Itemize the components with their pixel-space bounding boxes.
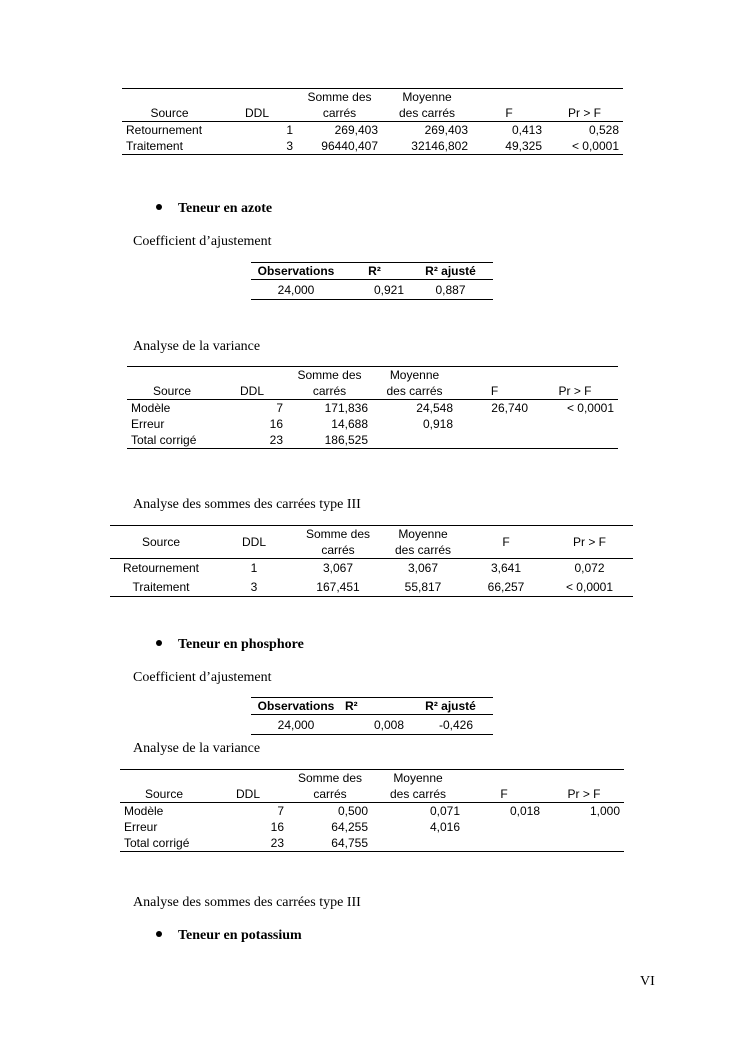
table-row: Erreur 16 64,255 4,016 <box>124 820 460 834</box>
table-row: Traitement 3 167,451 55,817 66,257 < 0,0001 <box>110 578 633 597</box>
section-title-potassium: Teneur en potassium <box>178 928 302 943</box>
header-moyenne-1: Moyenne <box>402 90 452 104</box>
header-source: Source <box>150 106 189 120</box>
bullet-azote <box>156 201 272 217</box>
table-type3-azote: Source DDL Somme des Moyenne F Pr > F carrés des carrés Retournement 1 3,067 3,067 3,641 0,072 Traitement 3 167,451 55,817 66,257 < 0,0001 <box>110 525 633 597</box>
caption-coef-phosphore: Coefficient d’ajustement <box>133 670 272 685</box>
bullet-phosphore <box>156 637 304 653</box>
page-number: VI <box>640 974 655 989</box>
caption-type3-azote: Analyse des sommes des carrées type III <box>133 497 361 512</box>
table-type3-top <box>122 88 623 155</box>
table-row: Total corrigé 23 64,755 <box>120 835 624 852</box>
section-title-azote: Teneur en azote <box>178 201 273 216</box>
bullet-icon <box>156 204 162 210</box>
header-somme-1: Somme des <box>307 90 372 104</box>
table-row: Traitement 3 96440,407 32146,802 49,325 < 0,0001 <box>122 138 623 155</box>
header-carres: carrés <box>322 106 357 120</box>
header-f: F <box>505 106 513 120</box>
table-row: Retournement 1 3,067 3,067 3,641 0,072 <box>110 559 633 578</box>
caption-coef-azote: Coefficient d’ajustement <box>133 234 272 249</box>
table-anova-phosphore: Somme des Moyenne Source DDL carrés des carrés F Pr > F Modèle 7 0,500 0,071 0,018 1,000 Erreur 16 64,255 4,016 Total corrigé 23 64,755 <box>120 769 624 852</box>
header-des-carres: des carrés <box>398 106 456 120</box>
table-anova-azote: Somme des Moyenne Source DDL carrés des carrés F Pr > F Modèle 7 171,836 24,548 26,740 < 0,0001 Erreur 16 14,688 0,918 Total corrigé 23 186,525 <box>127 366 618 449</box>
table-row: Retournement 1 269,403 269,403 0,413 0,528 <box>126 123 619 137</box>
caption-anova-azote: Analyse de la variance <box>133 339 261 354</box>
table-coef-azote: Observations R² R² ajusté 24,000 0,921 0,887 <box>251 262 493 300</box>
table-coef-phosphore: Observations R² R² ajusté 24,000 0,008 -0,426 <box>251 697 493 735</box>
bullet-icon <box>156 640 162 646</box>
header-ddl: DDL <box>244 106 269 120</box>
caption-anova-phosphore: Analyse de la variance <box>133 741 261 756</box>
table-row: Erreur 16 14,688 0,918 <box>131 417 453 431</box>
bullet-icon <box>156 931 162 937</box>
section-title-phosphore: Teneur en phosphore <box>178 637 304 652</box>
table-row: Modèle 7 0,500 0,071 0,018 1,000 <box>124 804 620 818</box>
table-row: Total corrigé 23 186,525 <box>127 432 618 449</box>
caption-type3-phosphore: Analyse des sommes des carrées type III <box>133 895 361 910</box>
bullet-potassium <box>156 928 302 944</box>
header-prf: Pr > F <box>567 106 601 120</box>
table-row: Modèle 7 171,836 24,548 26,740 < 0,0001 <box>131 401 614 415</box>
